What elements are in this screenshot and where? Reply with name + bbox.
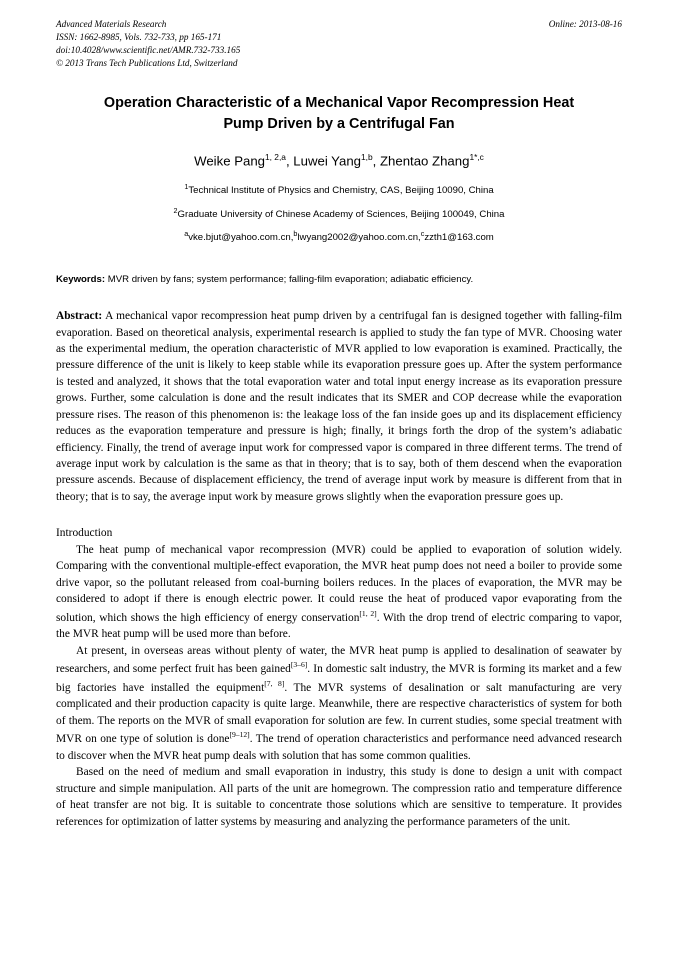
author-separator-2: , bbox=[372, 153, 380, 169]
author-name-3: Zhentao Zhang bbox=[379, 153, 470, 169]
paragraph-text: . In domestic salt industry, the MVR is forming its market and a few big factories have installed the equipment bbox=[56, 663, 623, 694]
author-list bbox=[56, 152, 622, 171]
sections-container bbox=[56, 525, 622, 830]
paragraph-text: . The MVR systems of desalination or salt manufacturing are very complicated and their production capacity is quite large. Meanwhile, there are respective characteristics of system for both of them. The reports on the MVR of small evaporation for solution are few. In current studies, some special treatment with MVR on one type of solution is done bbox=[56, 681, 622, 745]
email-c: zzth1@163.com bbox=[424, 232, 494, 244]
paragraph bbox=[56, 542, 622, 643]
author-affil-marker-2: 1,b bbox=[361, 152, 373, 163]
paragraph-text: . The trend of operation characteristics and performance need advanced research to discover when the MVR heat pump deals with solution that has some common qualities. bbox=[56, 732, 622, 762]
affiliation-1 bbox=[56, 182, 622, 199]
section-heading: Introduction bbox=[56, 527, 113, 540]
author-affil-marker-3: 1*,c bbox=[469, 152, 484, 163]
citation-ref[interactable]: [9–12] bbox=[229, 730, 250, 740]
affiliation-2 bbox=[56, 206, 622, 223]
keywords-text: MVR driven by fans; system performance; falling-film evaporation; adiabatic efficiency. bbox=[105, 273, 474, 285]
paragraph-text: At present, in overseas areas without plenty of water, the MVR heat pump is applied to desalination of seawater by researchers, and some perfect fruit has been gained bbox=[56, 644, 622, 676]
paragraph-text: Based on the need of medium and small evaporation in industry, this study is done to design a unit with compact structure and simple manipulation. All parts of the unit are homegrown. The compression ratio and temperature difference of heat transfer are not big. It is suitable to concentrate those solutions which are sensitive to temperature. It provides references for optimization of latter systems by measuring and analyzing the performance parameters of the unit. bbox=[56, 766, 622, 828]
citation-ref[interactable]: [7, 8] bbox=[264, 678, 285, 688]
online-date: Online: 2013-08-16 bbox=[548, 19, 622, 29]
doi-line: doi:10.4028/www.scientific.net/AMR.732-733.165 bbox=[56, 45, 241, 56]
citation-ref[interactable]: [1, 2] bbox=[359, 608, 377, 618]
affiliation-1-text: Technical Institute of Physics and Chemistry, CAS, Beijing 10090, China bbox=[188, 185, 494, 197]
paragraph-text: The heat pump of mechanical vapor recompression (MVR) could be applied to evaporation of solution widely. Comparing with the conventional multiple-effect evaporation, the MVR heat pump does not need a boiler to provide some drive vapor, so the pollutant released from coal-burning boilers reduces. In the places of evaporation, the MVR may be considered to adopt if there is enough electric power. It could reuse the heat of produced vapor evaporating from the solution, which shows the high efficiency of energy conservation bbox=[56, 543, 622, 624]
affiliation-2-text: Graduate University of Chinese Academy of Sciences, Beijing 100049, China bbox=[177, 208, 505, 220]
author-name-1: Weike Pang bbox=[194, 153, 265, 169]
citation-ref[interactable]: [3–6] bbox=[290, 660, 308, 670]
abstract-block bbox=[56, 308, 622, 505]
paragraph bbox=[56, 643, 622, 764]
abstract-text: A mechanical vapor recompression heat pump driven by a centrifugal fan is designed together with falling-film evaporation. Based on theoretical analysis, experimental research is applied to study the fan type of MVR. Choosing water as the experimental medium, the operation characteristic of MVR applied to low evaporation is examined. Practically, the pressure difference of the unit is likely to keep stable while its evaporation pressure goes up. After the system performance is tested and analyzed, it shows that the total evaporation water and total input energy increase as its evaporation pressure grows. Further, some calculation is done and the result indicates that its SMER and COP decrease while the evaporation pressure rises. The reason of this phenomenon is: the leakage loss of the fan inside goes up and its displacement efficiency reduces as the evaporation temperature and pressure is high; finally, it brings forth the drop of the system’s adiabatic efficiency. Finally, the trend of average input work for compressed vapor is compared in three different terms. The trend of average input work by calculation is the same as that in theory; that is to say, both of them descend when the evaporation pressure ascends. Because of displacement efficiency, the trend of average input work by measure is different from that in theory; that is to say, the average input work by measure grows slightly when the evaporation pressure goes up. bbox=[56, 310, 622, 503]
author-separator-1: , bbox=[285, 153, 294, 169]
journal-name: Advanced Materials Research bbox=[56, 19, 167, 29]
email-marker-a: a bbox=[184, 229, 189, 239]
keywords-block bbox=[56, 273, 622, 287]
affiliation-marker-2: 2 bbox=[173, 205, 178, 215]
affiliation-marker-1: 1 bbox=[184, 182, 189, 192]
email-marker-c: c bbox=[420, 229, 425, 239]
copyright-line: © 2013 Trans Tech Publications Ltd, Switzerland bbox=[56, 58, 238, 69]
email-b: lwyang2002@yahoo.com.cn, bbox=[297, 232, 421, 244]
paragraph bbox=[56, 764, 622, 830]
abstract-label: Abstract: bbox=[56, 310, 103, 323]
issn-line: ISSN: 1662-8985, Vols. 732-733, pp 165-171 bbox=[56, 32, 222, 43]
keywords-label: Keywords: bbox=[56, 273, 106, 285]
section-body bbox=[56, 542, 622, 830]
email-marker-b: b bbox=[293, 229, 298, 239]
email-line bbox=[56, 229, 622, 246]
page-content bbox=[56, 18, 622, 830]
page-header bbox=[56, 18, 622, 70]
page-title: Operation Characteristic of a Mechanical Vapor Recompression Heat Pump Driven by a Centrifugal Fan bbox=[103, 95, 575, 132]
author-name-2: Luwei Yang bbox=[293, 153, 361, 169]
author-affil-marker-1: 1, 2,a bbox=[265, 152, 286, 163]
affiliation-block bbox=[56, 182, 622, 246]
email-a: vke.bjut@yahoo.com.cn, bbox=[188, 232, 294, 244]
header-left-block bbox=[56, 18, 456, 70]
paragraph-text: . With the drop trend of electric comparing to vapor, the MVR heat pump will be used more than before. bbox=[56, 611, 622, 641]
